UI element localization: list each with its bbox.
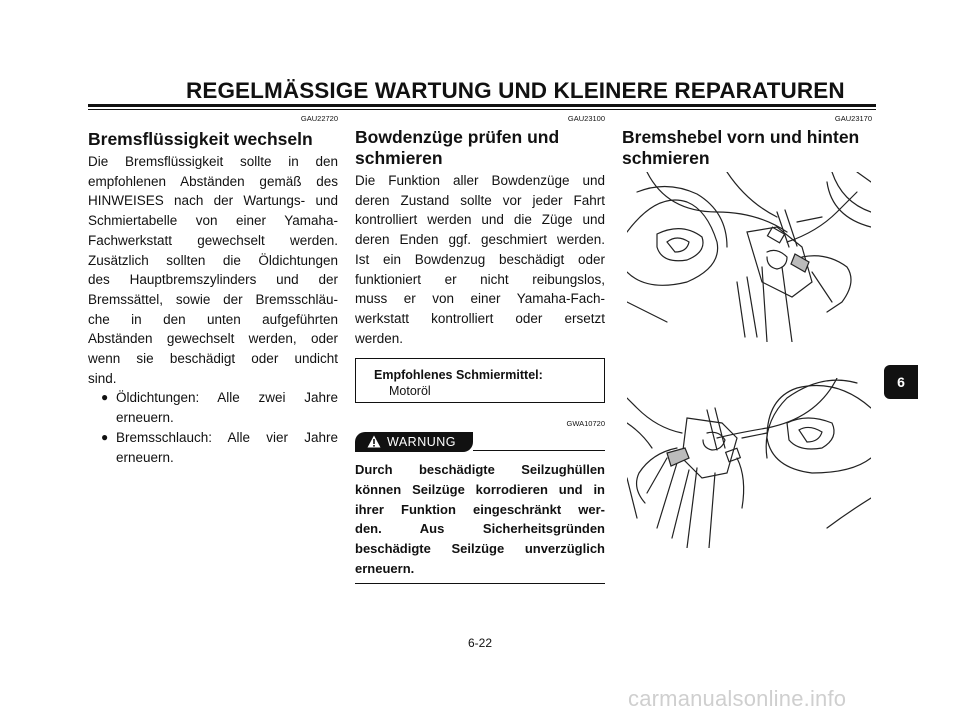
warning-line: den. Aus Sicherheitsgründen <box>355 521 605 537</box>
text-line: des Hauptbremszylinders und der <box>88 272 338 288</box>
bullet-text: erneuern. <box>116 449 174 465</box>
bullet-dot-icon: ● <box>101 429 109 444</box>
front-brake-lever-illustration <box>627 172 871 342</box>
text-line: funktioniert er nicht reibungslos, <box>355 271 605 287</box>
lubricant-value: Motoröl <box>389 384 431 399</box>
text-line: Bremssättel, sowie der Bremsschläu- <box>88 291 338 307</box>
page-header-title: REGELMÄSSIGE WARTUNG UND KLEINERE REPARATUREN <box>186 78 845 103</box>
text-line: deren Zustand sollte vor jeder Fahrt <box>355 192 605 208</box>
text-line: deren Enden ggf. geschmiert werden. <box>355 232 605 248</box>
section-heading-line: Bowdenzüge prüfen und <box>355 127 560 147</box>
section-heading <box>355 127 605 169</box>
section-heading <box>622 127 872 169</box>
text-line: HINWEISES nach der Wartungs- und <box>88 193 338 209</box>
text-line: werden. <box>355 330 404 346</box>
warning-end-rule <box>355 583 605 584</box>
column-brake-levers <box>622 113 872 171</box>
rear-brake-lever-illustration <box>627 378 871 548</box>
text-line: Abständen gewechselt werden, oder <box>88 331 338 347</box>
header-rule-thin <box>88 109 876 110</box>
warning-rule <box>473 450 605 451</box>
column-brake-fluid <box>88 113 338 467</box>
section-code: GAU23170 <box>834 114 872 123</box>
text-line: wenn sie beschädigt oder undicht <box>88 351 338 367</box>
lubricant-title: Empfohlenes Schmiermittel: <box>374 368 543 383</box>
warning-code: GWA10720 <box>566 419 605 429</box>
bullet-item <box>88 428 338 467</box>
text-line: Ist ein Bowdenzug beschädigt oder <box>355 251 605 267</box>
warning-label: WARNUNG <box>387 435 457 450</box>
warning-line: können Seilzüge korrodieren und in <box>355 482 605 498</box>
section-code: GAU23100 <box>567 114 605 123</box>
warning-line: ihrer Funktion eingeschränkt wer- <box>355 501 605 517</box>
column-cables <box>355 113 605 584</box>
text-line: werkstatt kontrolliert oder ersetzt <box>355 310 605 326</box>
warning-line: erneuern. <box>355 560 415 576</box>
text-line: Schmiertabelle von einer Yamaha- <box>88 213 338 229</box>
warning-badge <box>355 432 473 452</box>
watermark: carmanualsonline.info <box>628 686 847 711</box>
section-heading: Bremsflüssigkeit wechseln <box>88 129 313 149</box>
text-line: Fachwerkstatt gewechselt werden. <box>88 232 338 248</box>
warning-text <box>355 460 605 578</box>
text-line: che in den unten aufgeführten <box>88 311 338 327</box>
bullet-text: erneuern. <box>116 410 174 426</box>
bullet-text: Bremsschlauch: Alle vier Jahre <box>116 429 338 445</box>
text-line: kontrolliert werden und die Züge und <box>355 212 605 228</box>
chapter-tab: 6 <box>884 365 918 399</box>
bullet-text: Öldichtungen: Alle zwei Jahre <box>116 390 338 406</box>
warning-header <box>355 432 605 456</box>
warning-triangle-icon <box>367 435 381 448</box>
text-line: sind. <box>88 370 117 386</box>
text-line: Die Funktion aller Bowdenzüge und <box>355 173 605 188</box>
warning-line: beschädigte Seilzüge unverzüglich <box>355 541 605 557</box>
lubricant-box <box>355 358 605 403</box>
body-text <box>88 152 338 388</box>
section-heading-line: schmieren <box>622 148 710 168</box>
page-number: 6-22 <box>467 636 493 650</box>
warning-line: Durch beschädigte Seilzughüllen <box>355 462 605 478</box>
section-heading-line: Bremshebel vorn und hinten <box>622 127 860 147</box>
text-line: empfohlenen Abständen gemäß des <box>88 173 338 189</box>
section-heading-line: schmieren <box>355 148 443 168</box>
body-text <box>355 171 605 348</box>
text-line: Die Bremsflüssigkeit sollte in den <box>88 154 338 169</box>
text-line: muss er von einer Yamaha-Fach- <box>355 291 605 307</box>
header-rule <box>88 104 876 107</box>
bullet-dot-icon: ● <box>101 390 109 405</box>
section-code: GAU22720 <box>300 114 338 123</box>
bullet-item <box>88 388 338 427</box>
text-line: Zusätzlich sollten die Öldichtungen <box>88 252 338 268</box>
